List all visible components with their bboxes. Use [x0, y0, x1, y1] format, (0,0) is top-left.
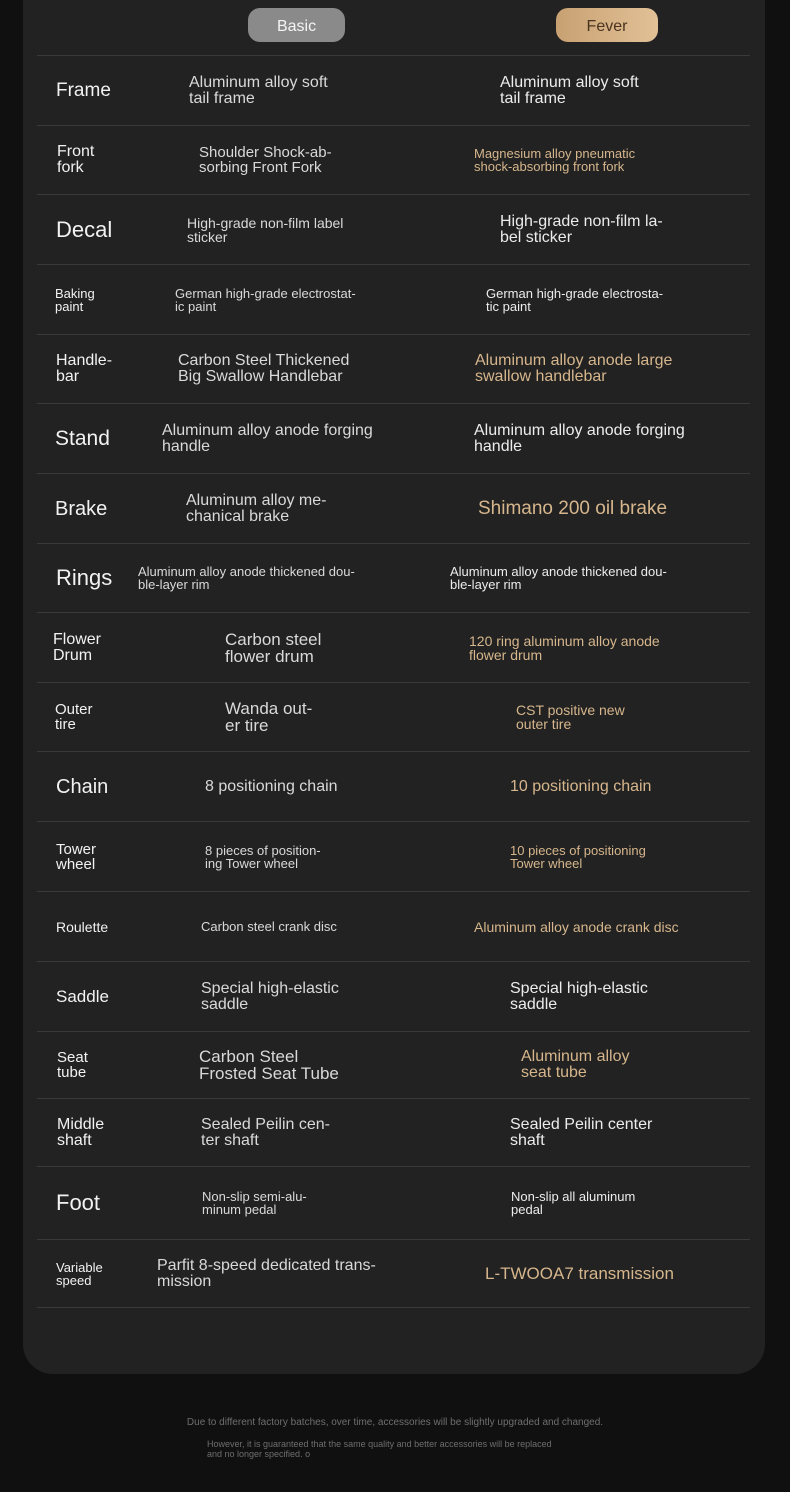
spec-label: Tower wheel	[56, 840, 97, 873]
fever-value-cell	[474, 404, 685, 473]
spec-label: Baking paint	[55, 285, 95, 314]
fever-value: Magnesium alloy pneumatic shock-absorbing front fork	[474, 146, 636, 174]
spec-row	[37, 194, 750, 264]
fever-value-cell	[510, 822, 646, 891]
basic-value: 8 positioning chain	[205, 777, 338, 795]
fever-value: CST positive new outer tire	[516, 702, 625, 732]
spec-label-cell	[56, 752, 108, 821]
spec-label: Frame	[56, 80, 111, 101]
fever-value: Aluminum alloy anode crank disc	[474, 918, 679, 935]
fever-value-cell	[486, 265, 663, 334]
fever-value-cell	[510, 1099, 652, 1166]
basic-value-cell	[201, 892, 337, 961]
fever-value-cell	[500, 56, 639, 125]
spec-label-cell	[56, 56, 111, 125]
spec-label-cell	[57, 126, 94, 194]
spec-row	[37, 264, 750, 334]
fever-value-cell	[510, 752, 651, 821]
spec-row	[37, 55, 750, 125]
fever-value: L-TWOOA7 transmission	[485, 1264, 674, 1283]
fever-value: Special high-elastic saddle	[510, 979, 648, 1013]
fever-value-cell	[485, 1240, 674, 1307]
spec-row	[37, 1239, 750, 1308]
basic-value-cell	[138, 544, 355, 612]
spec-label-cell	[56, 335, 112, 403]
spec-row	[37, 1031, 750, 1098]
basic-value-cell	[199, 126, 332, 194]
spec-label-cell	[57, 1099, 104, 1166]
fever-value: German high-grade electrosta- tic paint	[486, 285, 664, 314]
spec-row	[37, 473, 750, 543]
basic-value: Aluminum alloy anode forging handle	[162, 421, 373, 455]
spec-row	[37, 891, 750, 961]
fever-value: Sealed Peilin center shaft	[510, 1115, 653, 1149]
fever-value-cell	[478, 474, 667, 543]
spec-label: Saddle	[56, 987, 109, 1006]
basic-value-cell	[162, 404, 373, 473]
spec-label-cell	[57, 1032, 88, 1098]
spec-label: Chain	[56, 775, 109, 798]
basic-value-cell	[225, 683, 312, 751]
spec-label: Foot	[56, 1190, 101, 1215]
fever-value: Aluminum alloy soft tail frame	[500, 73, 639, 107]
fever-value: Aluminum alloy anode large swallow handlebar	[475, 352, 673, 385]
basic-value: Carbon Steel Thickened Big Swallow Handlebar	[178, 352, 350, 385]
fever-value-cell	[511, 1167, 635, 1239]
basic-value: Parfit 8-speed dedicated trans- mission	[157, 1256, 376, 1290]
fever-value: 10 pieces of positioning Tower wheel	[510, 842, 646, 871]
fever-value-cell	[510, 962, 648, 1031]
spec-label-cell	[55, 683, 93, 751]
spec-label: Middle shaft	[57, 1115, 105, 1149]
fever-value: High-grade non-film la- bel sticker	[500, 212, 663, 246]
fever-value: Aluminum alloy anode forging handle	[474, 421, 685, 455]
basic-value: German high-grade electrostat- ic paint	[175, 285, 356, 314]
basic-value: Sealed Peilin cen- ter shaft	[201, 1115, 330, 1149]
spec-label-cell	[53, 613, 101, 682]
basic-value: Aluminum alloy soft tail frame	[189, 73, 328, 107]
fever-value-cell	[516, 683, 625, 751]
basic-value-cell	[186, 474, 326, 543]
spec-row	[37, 1166, 750, 1239]
fever-value: Aluminum alloy anode thickened dou- ble-layer rim	[450, 564, 667, 592]
basic-value-cell	[205, 822, 321, 891]
basic-value-cell	[225, 613, 321, 682]
spec-label: Rings	[56, 565, 113, 590]
basic-value-cell	[199, 1032, 339, 1098]
fever-value-cell	[450, 544, 667, 612]
spec-row	[37, 125, 750, 194]
basic-value: 8 pieces of position- ing Tower wheel	[205, 842, 321, 871]
spec-label: Decal	[56, 216, 113, 242]
spec-label: Outer tire	[55, 701, 93, 733]
spec-label: Seat tube	[57, 1049, 88, 1081]
basic-value: Shoulder Shock-ab- sorbing Front Fork	[199, 144, 332, 176]
fever-value-cell	[474, 126, 635, 194]
spec-label-cell	[56, 822, 96, 891]
spec-label: Flower Drum	[53, 630, 102, 664]
basic-value-cell	[189, 56, 328, 125]
basic-value-cell	[175, 265, 356, 334]
fever-value-cell	[469, 613, 660, 682]
spec-label-cell	[56, 892, 108, 961]
basic-value: Carbon steel crank disc	[201, 919, 337, 934]
basic-value: High-grade non-film label sticker	[187, 214, 344, 245]
spec-label-cell	[56, 1167, 100, 1239]
fever-value-cell	[475, 335, 672, 403]
basic-value: Wanda out- er tire	[225, 699, 313, 735]
basic-value: Special high-elastic saddle	[201, 979, 339, 1013]
basic-value-cell	[205, 752, 338, 821]
spec-row	[37, 961, 750, 1031]
spec-label: Handle- bar	[56, 352, 113, 385]
spec-row	[37, 543, 750, 612]
spec-label: Stand	[55, 427, 110, 450]
basic-value: Carbon Steel Frosted Seat Tube	[199, 1047, 339, 1083]
basic-value-cell	[201, 962, 339, 1031]
spec-row	[37, 612, 750, 682]
spec-label: Roulette	[56, 918, 109, 935]
fever-header-badge: Fever	[556, 8, 658, 42]
spec-row	[37, 403, 750, 473]
fever-value: Aluminum alloy seat tube	[521, 1048, 630, 1081]
fever-value: Shimano 200 oil brake	[478, 498, 668, 519]
spec-row	[37, 821, 750, 891]
footer-note-1: Due to different factory batches, over time, accessories will be slightly upgraded and changed.	[186, 1417, 604, 1428]
spec-row	[37, 1098, 750, 1166]
basic-header-badge: Basic	[248, 8, 345, 42]
spec-row	[37, 751, 750, 821]
spec-label-cell	[55, 474, 107, 543]
basic-value-cell	[187, 195, 343, 264]
spec-label-cell	[55, 404, 110, 473]
spec-table	[37, 55, 750, 1308]
basic-value-cell	[201, 1099, 330, 1166]
footer-note-2: However, it is guaranteed that the same quality and better accessories will be replaced and no longer specified. o	[207, 1439, 552, 1459]
spec-label: Variable speed	[56, 1259, 103, 1288]
spec-label-cell	[56, 962, 109, 1031]
basic-value: Carbon steel flower drum	[225, 629, 322, 666]
basic-value: Non-slip semi-alu- minum pedal	[202, 1189, 307, 1217]
spec-label-cell	[55, 265, 95, 334]
basic-value-cell	[157, 1240, 376, 1307]
basic-value-cell	[202, 1167, 307, 1239]
fever-value: 120 ring aluminum alloy anode flower drum	[469, 632, 660, 663]
basic-value-cell	[178, 335, 349, 403]
spec-row	[37, 682, 750, 751]
spec-label-cell	[56, 1240, 103, 1307]
basic-value: Aluminum alloy anode thickened dou- ble-layer rim	[138, 564, 355, 592]
fever-value: Non-slip all aluminum pedal	[511, 1189, 636, 1217]
spec-label-cell	[56, 195, 112, 264]
fever-value: 10 positioning chain	[510, 777, 652, 795]
fever-value-cell	[500, 195, 663, 264]
spec-label: Front fork	[57, 143, 95, 176]
fever-value-cell	[521, 1032, 629, 1098]
fever-value-cell	[474, 892, 679, 961]
spec-label-cell	[56, 544, 112, 612]
basic-value: Aluminum alloy me- chanical brake	[186, 491, 327, 525]
spec-row	[37, 334, 750, 403]
spec-label: Brake	[55, 497, 108, 520]
